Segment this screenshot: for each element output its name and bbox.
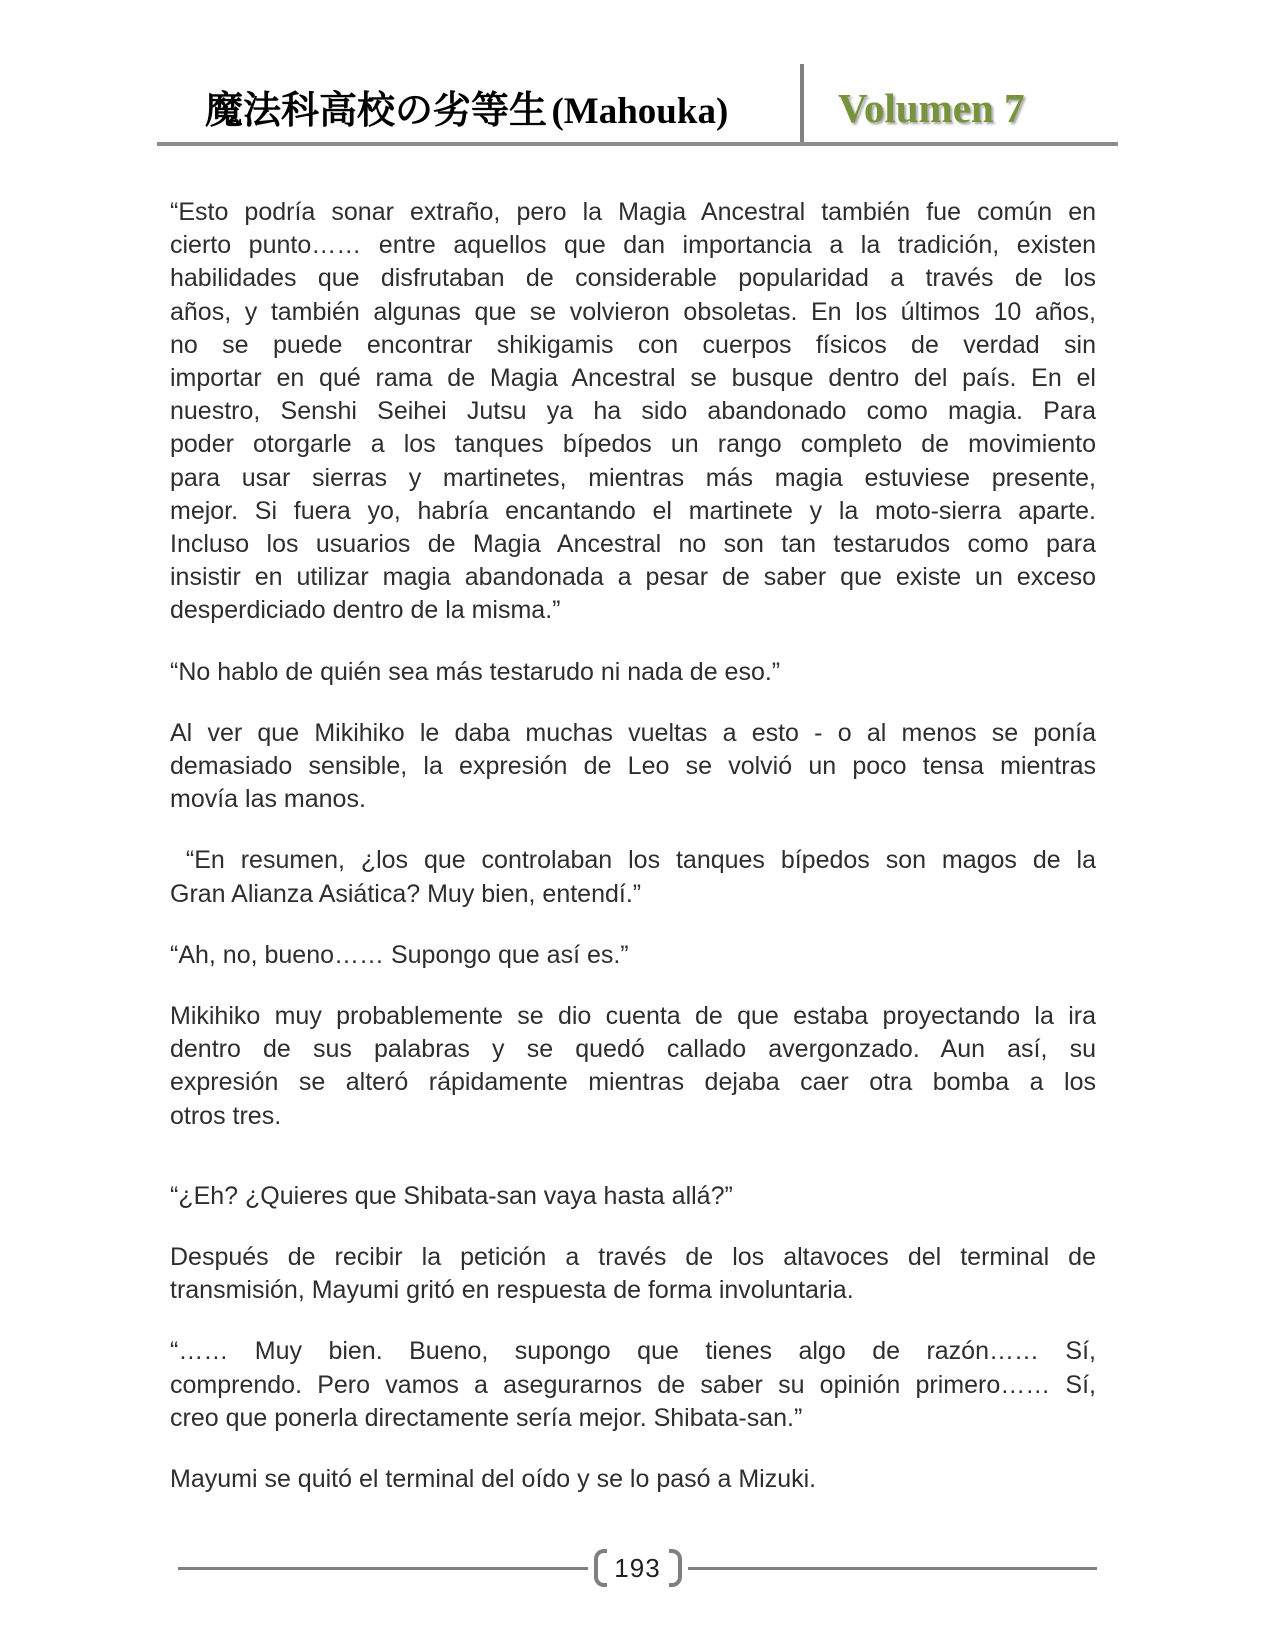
paragraph [170, 844, 1096, 910]
text-line: insistir en utilizar magia abandonada a pesar de saber que existe un exceso [170, 563, 1096, 592]
text-line: importar en qué rama de Magia Ancestral se busque dentro del país. En el [170, 364, 1096, 393]
text-line: no se puede encontrar shikigamis con cuerpos físicos de verdad sin [170, 330, 1096, 359]
page-number: 193 [614, 1552, 661, 1583]
document-title [157, 79, 800, 142]
text-line: “Ah, no, bueno…… Supongo que así es.” [170, 940, 629, 969]
page-header [157, 64, 1118, 146]
text-line: creo que ponerla directamente sería mejor. Shibata-san.” [170, 1403, 803, 1432]
text-line: comprendo. Pero vamos a asegurarnos de saber su opinión primero…… Sí, [170, 1370, 1096, 1399]
paragraph [170, 1335, 1096, 1435]
text-line: Incluso los usuarios de Magia Ancestral no son tan testarudos como para [170, 530, 1096, 559]
text-line: habilidades que disfrutaban de considerable popularidad a través de los [170, 264, 1096, 293]
text-line: dentro de sus palabras y se quedó callado avergonzado. Aun así, su [170, 1035, 1096, 1064]
footer-rule-right [688, 1567, 1098, 1570]
text-line: “En resumen, ¿los que controlaban los tanques bípedos son magos de la [170, 846, 1096, 875]
text-line: expresión se alteró rápidamente mientras dejaba caer otra bomba a los [170, 1068, 1096, 1097]
text-line: nuestro, Senshi Seihei Jutsu ya ha sido abandonado como magia. Para [170, 397, 1096, 426]
page-footer [178, 1544, 1097, 1592]
text-line: poder otorgarle a los tanques bípedos un rango completo de movimiento [170, 430, 1096, 459]
volume-label: Volumen 7 [838, 85, 1025, 131]
text-line: otros tres. [170, 1101, 282, 1130]
paragraph [170, 1161, 1096, 1213]
text-line: demasiado sensible, la expresión de Leo se volvió un poco tensa mientras [170, 752, 1096, 781]
text-line: transmisión, Mayumi gritó en respuesta de forma involuntaria. [170, 1276, 854, 1305]
page-number-bracket-right-icon [669, 1549, 682, 1587]
text-line: Gran Alianza Asiática? Muy bien, entendí.” [170, 879, 642, 908]
document-title-suffix: (Mahouka) [551, 91, 729, 132]
text-line: Al ver que Mikihiko le daba muchas vueltas a esto - o al menos se ponía [170, 718, 1096, 747]
text-line: movía las manos. [170, 785, 366, 814]
text-line: Mayumi se quitó el terminal del oído y se lo pasó a Mizuki. [170, 1465, 817, 1494]
paragraph [170, 656, 1096, 689]
paragraph [170, 196, 1096, 628]
text-line: Mikihiko muy probablemente se dio cuenta de que estaba proyectando la ira [170, 1002, 1096, 1031]
text-line: “…… Muy bien. Bueno, supongo que tienes algo de razón…… Sí, [170, 1337, 1096, 1366]
paragraph [170, 939, 1096, 972]
footer-rule-left [178, 1567, 588, 1570]
text-line: “¿Eh? ¿Quieres que Shibata-san vaya hasta allá?” [170, 1181, 733, 1210]
paragraph [170, 717, 1096, 817]
volume-cell [804, 84, 1024, 142]
text-line: Después de recibir la petición a través de los altavoces del terminal de [170, 1243, 1096, 1272]
text-line: para usar sierras y martinetes, mientras más magia estuviese presente, [170, 463, 1096, 492]
body-text [170, 196, 1096, 1524]
text-line: cierto punto…… entre aquellos que dan importancia a la tradición, existen [170, 231, 1096, 260]
text-line: mejor. Si fuera yo, habría encantando el martinete y la moto-sierra aparte. [170, 496, 1096, 525]
text-line: “No hablo de quién sea más testarudo ni nada de eso.” [170, 657, 781, 686]
document-title-cjk: 魔法科高校の劣等生 [205, 90, 548, 132]
paragraph [170, 1463, 1096, 1496]
text-line: “Esto podría sonar extraño, pero la Magia Ancestral también fue común en [170, 198, 1096, 226]
text-line: desperdiciado dentro de la misma.” [170, 596, 561, 625]
paragraph [170, 1000, 1096, 1133]
header-row [157, 64, 1118, 142]
page-number-bracket-left-icon [594, 1549, 607, 1587]
text-line: años, y también algunas que se volvieron obsoletas. En los últimos 10 años, [170, 297, 1096, 326]
paragraph [170, 1241, 1096, 1307]
